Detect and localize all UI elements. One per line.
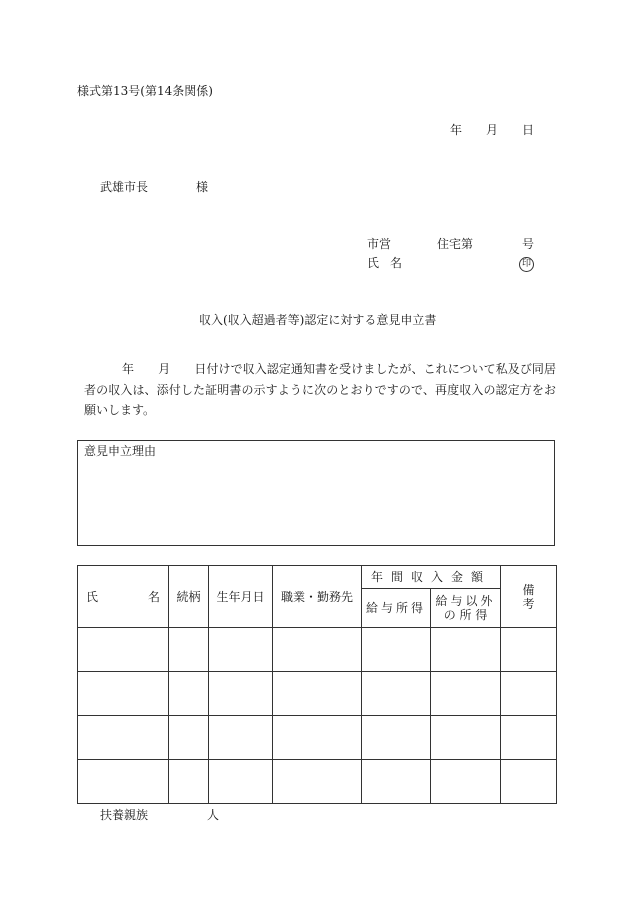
header-salary-income: 給与所得 bbox=[362, 589, 431, 628]
header-remarks: 備考 bbox=[501, 566, 557, 628]
applicant-name-label-1: 氏 bbox=[367, 256, 380, 270]
table-row bbox=[78, 716, 557, 760]
seal-mark bbox=[519, 255, 534, 272]
cell-name[interactable] bbox=[78, 760, 169, 804]
cell-other-income[interactable] bbox=[431, 760, 501, 804]
cell-birthdate[interactable] bbox=[209, 672, 273, 716]
cell-occupation[interactable] bbox=[273, 716, 362, 760]
reason-box[interactable] bbox=[77, 440, 555, 546]
cell-relation[interactable] bbox=[169, 760, 209, 804]
applicant-name-label-2: 名 bbox=[390, 256, 403, 270]
table-row bbox=[78, 760, 557, 804]
cell-relation[interactable] bbox=[169, 672, 209, 716]
dependents-unit: 人 bbox=[207, 808, 220, 822]
cell-salary-income[interactable] bbox=[362, 628, 431, 672]
seal-icon: 印 bbox=[519, 257, 534, 272]
cell-salary-income[interactable] bbox=[362, 716, 431, 760]
header-annual-income: 年間収入金額 bbox=[362, 566, 501, 589]
header-other-income-line1: 給与以外 bbox=[435, 594, 496, 608]
reason-label: 意見申立理由 bbox=[84, 444, 157, 458]
table-row bbox=[78, 628, 557, 672]
cell-remarks[interactable] bbox=[501, 716, 557, 760]
document-title: 収入(収入超過者等)認定に対する意見申立書 bbox=[199, 313, 437, 327]
cell-birthdate[interactable] bbox=[209, 760, 273, 804]
header-other-income-line2: の 所 得 bbox=[443, 608, 488, 622]
cell-name[interactable] bbox=[78, 716, 169, 760]
table-row bbox=[78, 672, 557, 716]
cell-birthdate[interactable] bbox=[209, 628, 273, 672]
cell-relation[interactable] bbox=[169, 716, 209, 760]
dependents-label: 扶養親族 bbox=[100, 808, 149, 822]
body-paragraph: 年 月 日付けで収入認定通知書を受けましたが、これについて私及び同居者の収入は、添付した証明書の示すように次のとおりですので、再度収入の認定方をお願いします。 bbox=[84, 362, 556, 417]
cell-remarks[interactable] bbox=[501, 760, 557, 804]
addressee-name: 武雄市長 bbox=[100, 180, 149, 194]
header-name: 氏名 bbox=[78, 566, 169, 628]
cell-other-income[interactable] bbox=[431, 628, 501, 672]
cell-other-income[interactable] bbox=[431, 716, 501, 760]
header-birthdate: 生年月日 bbox=[209, 566, 273, 628]
date-month-label: 月 bbox=[486, 123, 499, 137]
cell-relation[interactable] bbox=[169, 628, 209, 672]
cell-remarks[interactable] bbox=[501, 672, 557, 716]
cell-occupation[interactable] bbox=[273, 760, 362, 804]
housing-suffix: 号 bbox=[522, 237, 535, 251]
header-relation: 続柄 bbox=[169, 566, 209, 628]
header-other-income bbox=[431, 589, 501, 628]
date-year-label: 年 bbox=[450, 123, 463, 137]
form-number: 様式第13号(第14条関係) bbox=[77, 84, 213, 98]
cell-salary-income[interactable] bbox=[362, 760, 431, 804]
date-day-label: 日 bbox=[522, 123, 535, 137]
housing-prefix: 市営 bbox=[367, 237, 392, 251]
household-income-table bbox=[77, 565, 557, 804]
cell-occupation[interactable] bbox=[273, 672, 362, 716]
addressee-honorific: 様 bbox=[196, 180, 209, 194]
cell-birthdate[interactable] bbox=[209, 716, 273, 760]
cell-other-income[interactable] bbox=[431, 672, 501, 716]
header-occupation: 職業・勤務先 bbox=[273, 566, 362, 628]
cell-salary-income[interactable] bbox=[362, 672, 431, 716]
cell-name[interactable] bbox=[78, 628, 169, 672]
cell-name[interactable] bbox=[78, 672, 169, 716]
cell-remarks[interactable] bbox=[501, 628, 557, 672]
cell-occupation[interactable] bbox=[273, 628, 362, 672]
housing-number-label: 住宅第 bbox=[437, 237, 474, 251]
